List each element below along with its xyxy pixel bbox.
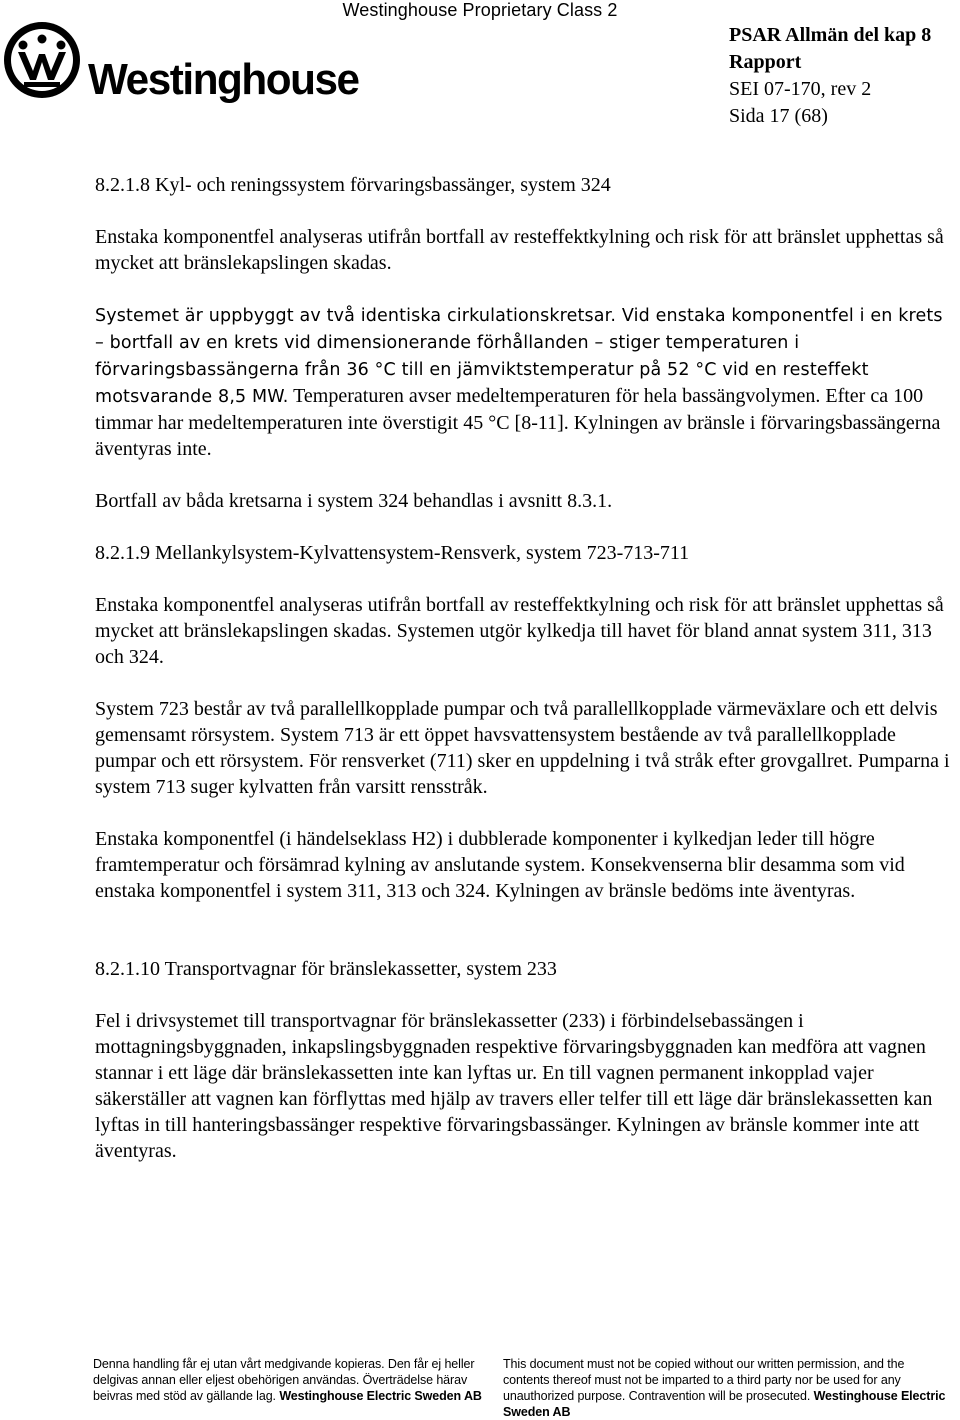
paragraph: Fel i drivsystemet till transportvagnar för bränslekassetter (233) i förbindelsebassängen i mottagningsbyggnaden, inkapslingsbyggnaden respektive förvaringsbyggnaden kan medföra att vagnen stannar i ett läge där bränslekassetten inte kan lyftas ur. En till vagnen permanent inkopplad vajer säkerställer att vagnen kan förflyttas med hjälp av travers eller telfer till ett läge där bränslekassetten kan lyftas in till hanteringsbassänger respektive förvaringsbassänger. Kylningen av bränsle kommer inte att äventyras. xyxy=(95,1010,933,1162)
logo-wordmark: Westinghouse xyxy=(88,55,359,104)
footer-notice-text: Denna handling får ej utan vårt medgivande kopieras. Den får ej heller delgivas annan eller eljest obehörigen användas. Överträdelse härav beivras med stöd av gällande lag. xyxy=(93,1357,475,1403)
paragraph: System 723 består av två parallellkopplade pumpar och två parallellkopplade värmeväxlare och ett delvis gemensamt rörsystem. System 713 är ett öppet havsvattensystem bestående av två parallellkopplade pumpar och ett rörsystem. För rensverket (711) sker en uppdelning i två stråk efter grovgallret. Pumparna i system 713 suger kylvatten från varsitt rensstråk. xyxy=(95,698,950,798)
westinghouse-emblem-icon xyxy=(0,18,84,102)
paragraph xyxy=(95,302,955,462)
document-header-info xyxy=(729,22,931,130)
document-title: PSAR Allmän del kap 8 xyxy=(729,24,932,46)
section-8-2-1-10 xyxy=(95,956,955,1164)
section-8-2-1-8 xyxy=(95,172,955,514)
paragraph: Enstaka komponentfel analyseras utifrån bortfall av resteffektkylning och risk för att bränslet upphettas så mycket att bränslekapslingen skadas. Systemen utgör kylkedja till havet för bland annat system 311, 313 och 324. xyxy=(95,594,944,668)
document-type: Rapport xyxy=(729,51,802,73)
paragraph: Enstaka komponentfel (i händelseklass H2) i dubblerade komponenter i kylkedjan leder till högre framtemperatur och försämrad kylning av anslutande system. Konsekvenserna blir desamma som vid enstaka komponentfel i system 311, 313 och 324. Kylningen av bränsle bedöms inte äventyras. xyxy=(95,828,905,902)
paragraph: Enstaka komponentfel analyseras utifrån bortfall av resteffektkylning och risk för att bränslet upphettas så mycket att bränslekapslingen skadas. xyxy=(95,226,944,274)
westinghouse-logo xyxy=(0,18,359,108)
section-8-2-1-9 xyxy=(95,540,955,904)
section-heading: 8.2.1.10 Transportvagnar för bränslekassetter, system 233 xyxy=(95,958,557,980)
paragraph-serif-part: Temperaturen avser medeltemperaturen för hela bassängvolymen. Efter ca 100 timmar har medeltemperaturen inte överstigit 45 °C [8-11]. Kylningen av bränsle i förvaringsbassängerna äventyras inte. xyxy=(95,385,941,460)
footer-notice-english xyxy=(503,1356,953,1420)
paragraph: Bortfall av båda kretsarna i system 324 behandlas i avsnitt 8.3.1. xyxy=(95,490,613,512)
footer-notice-text: This document must not be copied without our written permission, and the contents thereof must not be imparted to a third party nor be used for any unauthorized purpose. Contravention will be prosecuted. xyxy=(503,1357,905,1403)
footer-notice-swedish xyxy=(93,1356,493,1404)
paragraph-sans-part: Systemet är uppbyggt av två identiska cirkulationskretsar. Vid enstaka komponentfel i en krets – bortfall av en krets vid dimensionerande förhållanden – stiger temperaturen i förvaringsbassängerna från 36 °C till en jämviktstemperatur på 52 °C vid en resteffekt motsvarande 8,5 MW. xyxy=(95,306,943,407)
document-id: SEI 07-170, rev 2 xyxy=(729,78,872,100)
footer-company: Westinghouse Electric Sweden AB xyxy=(279,1389,482,1403)
classification-label: Westinghouse Proprietary Class 2 xyxy=(342,0,618,20)
section-heading: 8.2.1.8 Kyl- och reningssystem förvaringsbassänger, system 324 xyxy=(95,174,611,196)
section-heading: 8.2.1.9 Mellankylsystem-Kylvattensystem-Rensverk, system 723-713-711 xyxy=(95,542,690,564)
page-number: Sida 17 (68) xyxy=(729,105,828,127)
footer-company: Westinghouse Electric Sweden AB xyxy=(503,1389,946,1419)
